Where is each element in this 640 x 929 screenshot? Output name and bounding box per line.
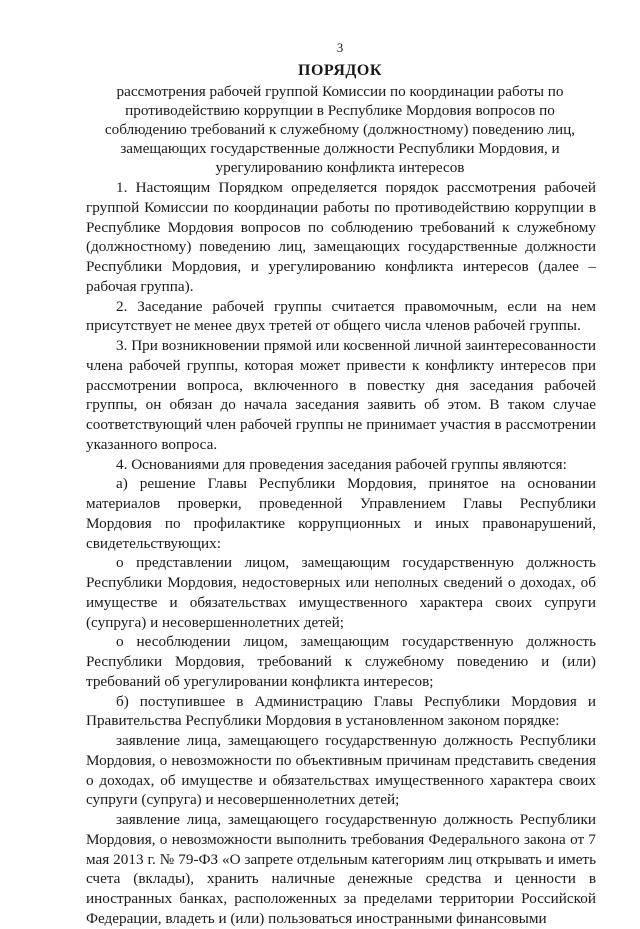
paragraph-4b-item-1: заявление лица, замещающего государственную должность Республики Мордовия, о невозможности по объективным причинам представить сведения о доходах, об имуществе и обязательствах имущественного характера своих супруги (супруга) и несовершеннолетних детей; [86,732,596,809]
paragraph-4a: а) решение Главы Республики Мордовия, принятое на основании материалов проверки, проведенной Управлением Главы Республики Мордовия по профилактике коррупционных и иных правонарушений, свидетельствующих: [86,475,596,552]
paragraph-1: 1. Настоящим Порядком определяется порядок рассмотрения рабочей группой Комиссии по координации работы по противодействию коррупции в Республике Мордовия вопросов по соблюдению требований к служебному (должностному) поведению лиц, замещающих государственные должности Республики Мордовия, и урегулированию конфликта интересов (далее – рабочая группа). [86,179,596,295]
paragraph-4: 4. Основаниями для проведения заседания рабочей группы являются: [116,455,567,473]
document-subtitle [88,82,592,177]
paragraph-4a-item-1: о представлении лицом, замещающим государственную должность Республики Мордовия, недостоверных или неполных сведений о доходах, об имуществе и обязательствах имущественного характера своих супруги (супруга) и несовершеннолетних детей; [86,554,596,631]
subtitle-line: соблюдению требований к служебному (должностному) поведению лиц, [104,121,576,138]
paragraph-4a-item-2: о несоблюдении лицом, замещающим государственную должность Республики Мордовия, требований к служебному поведению и (или) требований об урегулировании конфликта интересов; [86,633,596,690]
subtitle-line: рассмотрения рабочей группой Комиссии по координации работы по [116,83,564,100]
subtitle-line: урегулированию конфликта интересов [215,159,465,176]
paragraph-2: 2. Заседание рабочей группы считается правомочным, если на нем присутствует не менее двух третей от общего числа членов рабочей группы. [86,297,596,335]
page-number: 3 [336,40,344,55]
document-title: ПОРЯДОК [298,62,382,79]
subtitle-line: замещающих государственные должности Республики Мордовия, и [120,140,560,157]
subtitle-line: противодействию коррупции в Республике Мордовия вопросов по [125,102,555,119]
paragraph-4b-item-2: заявление лица, замещающего государственную должность Республики Мордовия, о невозможности выполнить требования Федерального закона от 7 мая 2013 г. № 79-ФЗ «О запрете отдельным категориям лиц открывать и иметь счета (вклады), хранить наличные денежные средства и ценности в иностранных банках, расположенных за пределами территории Российской Федерации, владеть и (или) пользоваться иностранными финансовыми [86,811,596,927]
paragraph-4b: б) поступившее в Администрацию Главы Республики Мордовия и Правительства Республики Мордовия в установленном законом порядке: [86,692,596,730]
paragraph-3: 3. При возникновении прямой или косвенной личной заинтересованности члена рабочей группы, которая может привести к конфликту интересов при рассмотрении вопроса, включенного в повестку дня заседания рабочей группы, он обязан до начала заседания заявить об этом. В таком случае соответствующий член рабочей группы не принимает участия в рассмотрении указанного вопроса. [86,337,596,453]
document-body [86,178,596,929]
